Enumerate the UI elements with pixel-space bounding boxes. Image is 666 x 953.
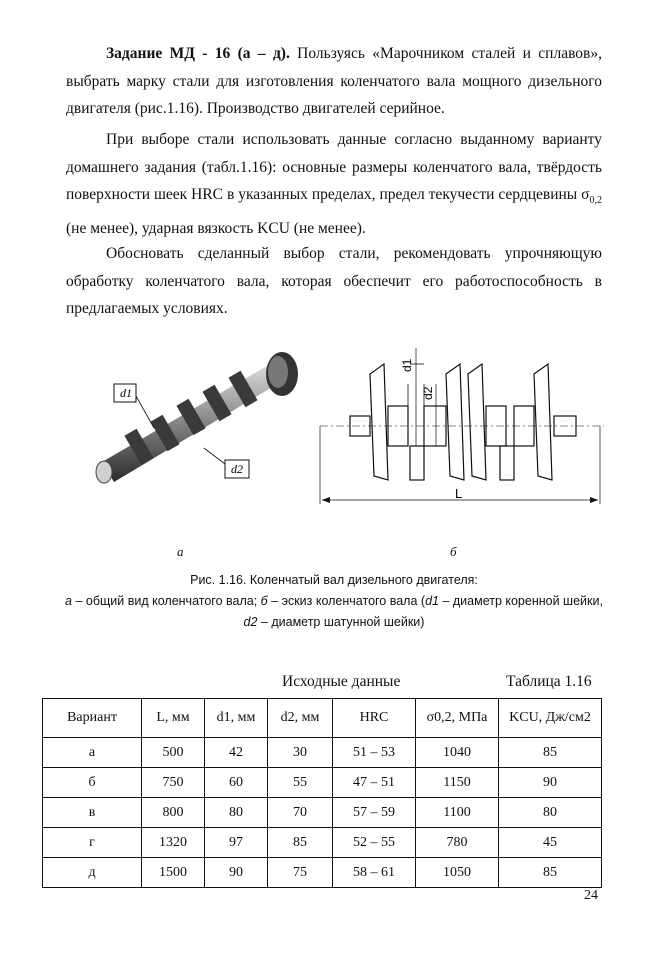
page-number: 24 (584, 888, 598, 903)
table-row: г 1320 97 85 52 – 55 780 45 (43, 828, 602, 858)
header-hrc: HRC (333, 699, 416, 738)
sketch-label-d1: d1 (400, 358, 414, 372)
sketch-label-L: L (455, 486, 463, 501)
task-paragraph-1 (66, 40, 602, 123)
figure-caption (60, 570, 608, 633)
crankshaft-body (96, 352, 298, 483)
table-row: в 800 80 70 57 – 59 1100 80 (43, 798, 602, 828)
task-paragraph-2-text-b: (не менее), ударная вязкость KCU (не менее). (66, 219, 366, 237)
task-paragraph-1-text: Пользуясь «Марочником сталей и сплавов», выбрать марку стали для изготовления коленчатого вала мощного дизельного двигателя (рис.1.16). Производство двигателей серийное. (66, 45, 602, 117)
table-header-row (43, 699, 602, 738)
sigma-subscript: 0,2 (589, 195, 602, 207)
task-paragraph-2-text-a: При выборе стали использовать данные согласно выданному варианту домашнего задания (табл.1.16): основные размеры коленчатого вала, твёрдость поверхности шеек HRC в указанных пределах, предел текучести сердцевины σ (66, 131, 602, 203)
crankshaft-photo (92, 344, 307, 494)
sketch-label-d2: d2 (421, 386, 435, 400)
crankshaft-sketch (318, 344, 606, 522)
label-d2: d2 (231, 462, 243, 476)
header-kcu: KCU, Дж/см2 (499, 699, 602, 738)
header-variant: Вариант (43, 699, 142, 738)
subfigure-label-a: а (177, 544, 184, 559)
table-row: д 1500 90 75 58 – 61 1050 85 (43, 858, 602, 888)
table-row: а 500 42 30 51 – 53 1040 85 (43, 738, 602, 768)
header-d1: d1, мм (205, 699, 268, 738)
caption-line-2: а – общий вид коленчатого вала; б – эскиз коленчатого вала (d1 – диаметр коренной шейки, d2 – диаметр шатунной шейки) (65, 594, 603, 629)
header-d2: d2, мм (268, 699, 333, 738)
header-L: L, мм (142, 699, 205, 738)
task-title: Задание МД - 16 (а – д). (106, 45, 290, 62)
source-data-table (42, 698, 602, 888)
header-yield-strength: σ0,2, МПа (416, 699, 499, 738)
table-title: Исходные данные (282, 673, 401, 690)
subfigure-label-b: б (450, 544, 457, 559)
task-paragraph-3 (66, 240, 602, 323)
table-row: б 750 60 55 47 – 51 1150 90 (43, 768, 602, 798)
task-paragraph-2 (66, 126, 602, 242)
caption-line-1: Рис. 1.16. Коленчатый вал дизельного двигателя: (190, 573, 478, 587)
table-number: Таблица 1.16 (506, 673, 592, 690)
label-d1: d1 (120, 386, 132, 400)
task-paragraph-3-text: Обосновать сделанный выбор стали, рекомендовать упрочняющую обработку коленчатого вала, которая обеспечит его работоспособность в предлагаемых условиях. (66, 245, 602, 317)
